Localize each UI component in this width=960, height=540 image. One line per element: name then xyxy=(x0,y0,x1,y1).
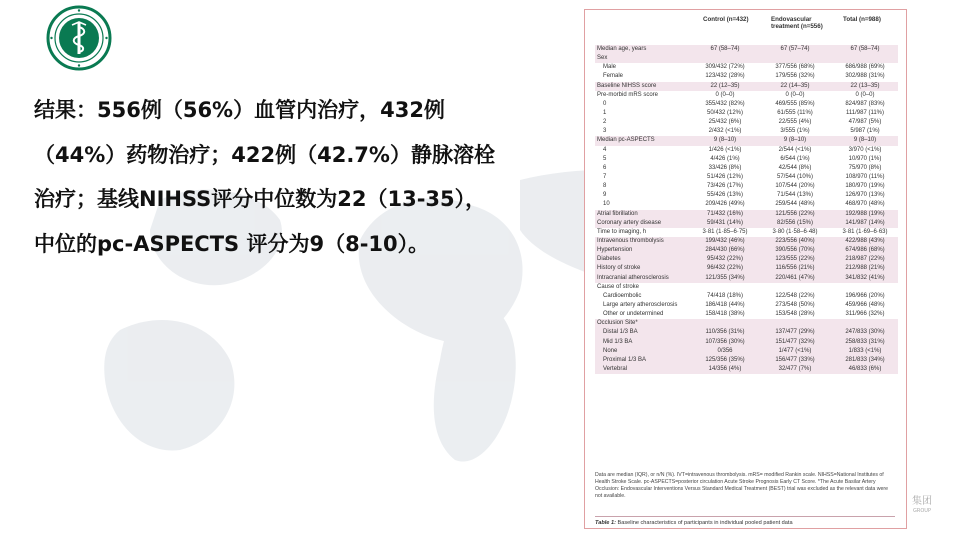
baseline-table xyxy=(584,9,907,529)
cell-control: 3·81 (1·85–6·75) xyxy=(702,228,748,235)
cell-control: 96/432 (22%) xyxy=(706,265,744,272)
row-label: 10 xyxy=(603,201,610,208)
header-control: Control (n=432) xyxy=(703,16,749,23)
cell-total: 674/986 (68%) xyxy=(845,247,885,254)
table-row xyxy=(595,127,898,136)
header-endovascular-line1: Endovascular xyxy=(771,16,812,23)
caption-text: Baseline characteristics of participants in individual pooled patient data xyxy=(617,520,793,526)
cell-control: 355/432 (82%) xyxy=(705,100,745,107)
cell-control: 107/356 (30%) xyxy=(705,338,745,345)
row-label: Female xyxy=(603,73,624,80)
cell-endovascular: 3·80 (1·58–6·48) xyxy=(772,228,818,235)
table-row xyxy=(595,310,898,319)
cell-control: 25/432 (6%) xyxy=(708,119,742,126)
cell-endovascular: 82/556 (15%) xyxy=(776,219,814,226)
row-label: Large artery atherosclerosis xyxy=(603,301,678,308)
cell-endovascular: 3/555 (1%) xyxy=(780,128,810,135)
cell-control: 9 (8–10) xyxy=(713,137,737,144)
table-row xyxy=(595,283,898,292)
cell-endovascular: 1/477 (<1%) xyxy=(778,347,812,354)
row-label: Coronary artery disease xyxy=(597,219,662,226)
table-row xyxy=(595,319,898,328)
table-row xyxy=(595,338,898,347)
table-row xyxy=(595,63,898,72)
cell-endovascular: 273/548 (50%) xyxy=(775,301,815,308)
cell-endovascular: 32/477 (7%) xyxy=(778,365,812,372)
table-row xyxy=(595,91,898,100)
cell-endovascular: 179/556 (32%) xyxy=(775,73,815,80)
header-total: Total (n=988) xyxy=(843,16,881,23)
table-row xyxy=(595,219,898,228)
cell-total: 67 (58–74) xyxy=(850,46,880,52)
row-label: 9 xyxy=(603,192,607,199)
caption-label: Table 1: xyxy=(595,520,616,526)
cell-total: 180/970 (19%) xyxy=(845,183,885,190)
cell-endovascular: 377/556 (68%) xyxy=(775,64,815,71)
cell-total: 22 (13–35) xyxy=(850,82,880,89)
cell-control: 2/432 (<1%) xyxy=(708,128,742,135)
cell-control: 73/426 (17%) xyxy=(706,183,744,190)
cell-total: 422/988 (43%) xyxy=(845,237,885,244)
cell-endovascular: 223/556 (40%) xyxy=(775,237,815,244)
cell-total: 108/970 (11%) xyxy=(845,173,885,180)
cell-control: 51/426 (12%) xyxy=(706,173,744,180)
cell-control: 309/432 (72%) xyxy=(705,64,745,71)
group-watermark-en: GROUP xyxy=(913,508,931,514)
row-label: None xyxy=(603,347,618,354)
cell-endovascular: 122/548 (22%) xyxy=(775,292,815,299)
cell-total: 126/970 (13%) xyxy=(845,192,885,199)
table-row xyxy=(595,292,898,301)
row-label: Other or undetermined xyxy=(603,311,664,318)
summary-text xyxy=(34,92,554,262)
cell-total: 258/833 (31%) xyxy=(845,338,885,345)
table-row xyxy=(595,255,898,264)
table-row xyxy=(595,118,898,127)
cell-endovascular: 220/461 (47%) xyxy=(775,274,815,281)
cell-endovascular: 123/555 (22%) xyxy=(775,256,815,263)
cell-endovascular: 469/555 (85%) xyxy=(775,100,815,107)
header-endovascular xyxy=(771,16,823,30)
cell-control: 95/432 (22%) xyxy=(706,256,744,263)
row-label: Median age, years xyxy=(597,46,647,52)
cell-control: 33/426 (8%) xyxy=(708,164,742,171)
cell-control: 110/356 (31%) xyxy=(705,329,745,336)
table-row xyxy=(595,45,898,54)
cell-total: 459/966 (48%) xyxy=(845,301,885,308)
cell-total: 0 (0–0) xyxy=(855,91,875,98)
row-label: Diabetes xyxy=(597,256,621,263)
table-row xyxy=(595,155,898,164)
cell-endovascular: 71/544 (13%) xyxy=(776,192,814,199)
table-row xyxy=(595,365,898,374)
table-row xyxy=(595,182,898,191)
cell-endovascular: 107/544 (20%) xyxy=(775,183,815,190)
header-endovascular-line2: treatment (n=556) xyxy=(771,23,823,30)
row-label: Male xyxy=(603,64,617,71)
cell-total: 47/987 (5%) xyxy=(848,119,882,126)
cell-control: 209/426 (49%) xyxy=(705,201,745,208)
cell-total: 192/988 (19%) xyxy=(845,210,885,217)
cell-total: 281/833 (34%) xyxy=(845,356,885,363)
table-body xyxy=(595,45,898,374)
cell-total: 3·81 (1·69–6·63) xyxy=(842,228,888,235)
row-label: Atrial fibrillation xyxy=(597,210,638,217)
cell-endovascular: 6/544 (1%) xyxy=(780,155,810,162)
cell-endovascular: 390/556 (70%) xyxy=(775,247,815,254)
table-caption xyxy=(595,516,895,526)
row-label: Pre-morbid mRS score xyxy=(597,91,659,98)
cell-endovascular: 42/544 (8%) xyxy=(778,164,812,171)
group-watermark-cn: 集团 xyxy=(912,496,932,507)
cell-control: 1/426 (<1%) xyxy=(708,146,742,153)
table-row xyxy=(595,146,898,155)
cell-endovascular: 151/477 (32%) xyxy=(775,338,815,345)
row-label: Intracranial atherosclerosis xyxy=(597,274,669,281)
row-label: Baseline NIHSS score xyxy=(597,82,657,89)
cell-total: 247/833 (30%) xyxy=(845,329,885,336)
cell-control: 4/426 (1%) xyxy=(710,155,740,162)
row-label: 0 xyxy=(603,100,607,107)
cell-endovascular: 61/555 (11%) xyxy=(777,109,813,116)
table-row xyxy=(595,191,898,200)
cell-endovascular: 57/544 (10%) xyxy=(776,173,814,180)
cell-total: 686/988 (69%) xyxy=(845,64,885,71)
cell-total: 468/970 (48%) xyxy=(845,201,885,208)
cell-endovascular: 0 (0–0) xyxy=(785,91,805,98)
row-label: 6 xyxy=(603,164,607,171)
table-row xyxy=(595,100,898,109)
cell-control: 59/431 (14%) xyxy=(706,219,744,226)
row-label: Vertebral xyxy=(603,365,628,372)
table-row xyxy=(595,356,898,365)
table-row xyxy=(595,54,898,63)
cell-control: 14/356 (4%) xyxy=(708,365,742,372)
table-row xyxy=(595,173,898,182)
row-label: Intravenous thrombolysis xyxy=(597,237,664,244)
row-label: Time to imaging, h xyxy=(597,228,647,235)
row-label: 4 xyxy=(603,146,607,153)
cell-endovascular: 156/477 (33%) xyxy=(775,356,815,363)
cell-endovascular: 22 (14–35) xyxy=(780,82,810,89)
cell-control: 123/432 (28%) xyxy=(705,73,745,80)
table-row xyxy=(595,136,898,145)
cell-control: 284/430 (66%) xyxy=(705,247,745,254)
hospital-logo-icon xyxy=(46,5,112,71)
summary-line-1: 结果：556例（56%）血管内治疗，432例 xyxy=(34,98,445,122)
table-row xyxy=(595,264,898,273)
cell-endovascular: 116/556 (21%) xyxy=(775,265,815,272)
table-row xyxy=(595,228,898,237)
cell-endovascular: 153/548 (28%) xyxy=(775,311,815,318)
row-label: Occlusion Site* xyxy=(597,320,638,327)
group-watermark xyxy=(904,496,940,518)
cell-endovascular: 22/555 (4%) xyxy=(778,119,812,126)
cell-total: 824/987 (83%) xyxy=(845,100,885,107)
cell-control: 0/356 xyxy=(717,347,733,354)
cell-total: 141/987 (14%) xyxy=(845,219,885,226)
row-label: Distal 1/3 BA xyxy=(603,329,638,336)
cell-total: 302/988 (31%) xyxy=(845,73,885,80)
table-row xyxy=(595,109,898,118)
cell-total: 218/987 (22%) xyxy=(845,256,885,263)
cell-total: 1/833 (<1%) xyxy=(848,347,882,354)
cell-total: 46/833 (6%) xyxy=(848,365,882,372)
cell-total: 341/832 (41%) xyxy=(845,274,885,281)
cell-total: 212/988 (21%) xyxy=(845,265,885,272)
row-label: Mid 1/3 BA xyxy=(603,338,633,345)
cell-endovascular: 67 (57–74) xyxy=(780,46,810,52)
cell-total: 3/970 (<1%) xyxy=(848,146,882,153)
table-row xyxy=(595,82,898,91)
row-label: Median pc-ASPECTS xyxy=(597,137,655,144)
row-label: 7 xyxy=(603,173,607,180)
cell-total: 10/970 (1%) xyxy=(848,155,882,162)
cell-endovascular: 259/544 (48%) xyxy=(775,201,815,208)
cell-control: 22 (12–35) xyxy=(710,82,740,89)
row-label: Hypertension xyxy=(597,247,633,254)
cell-total: 75/970 (8%) xyxy=(848,164,882,171)
row-label: 2 xyxy=(603,119,607,126)
row-label: Sex xyxy=(597,55,608,62)
cell-control: 0 (0–0) xyxy=(715,91,735,98)
table-row xyxy=(595,328,898,337)
row-label: 8 xyxy=(603,183,607,190)
table-row xyxy=(595,237,898,246)
table-footnote: Data are median (IQR), or n/N (%). IVT=intravenous thrombolysis. mRS= modified Rankin scale. NIHSS=National Institutes of Health Stroke Scale. pc-ASPECTS=posterior circulation Acute Stroke Prognosis Early CT Score. *The Acute Basilar Artery Occlusion: Endovascular Interventions Versus Standard Medical Treatment (BEST) trial was excluded as the relevant data were not available. xyxy=(595,472,888,499)
summary-line-4: 中位的pc-ASPECTS 评分为9（8-10）。 xyxy=(34,231,430,256)
cell-control: 158/418 (38%) xyxy=(705,311,745,318)
cell-control: 186/418 (44%) xyxy=(705,301,745,308)
row-label: 5 xyxy=(603,155,607,162)
cell-control: 74/418 (18%) xyxy=(706,292,744,299)
summary-line-2: （44%）药物治疗；422例（42.7%）静脉溶栓 xyxy=(34,142,495,167)
cell-control: 199/432 (46%) xyxy=(705,237,745,244)
table-row xyxy=(595,210,898,219)
row-label: History of stroke xyxy=(597,265,641,272)
cell-total: 311/966 (32%) xyxy=(845,311,885,318)
row-label: 1 xyxy=(603,109,607,116)
row-label: Cause of stroke xyxy=(597,283,640,290)
cell-total: 5/987 (1%) xyxy=(850,128,880,135)
table-row xyxy=(595,347,898,356)
cell-total: 196/966 (20%) xyxy=(845,292,885,299)
table-row xyxy=(595,200,898,209)
cell-endovascular: 121/556 (22%) xyxy=(775,210,815,217)
table-row xyxy=(595,246,898,255)
table-row xyxy=(595,164,898,173)
cell-endovascular: 2/544 (<1%) xyxy=(778,146,812,153)
cell-endovascular: 137/477 (29%) xyxy=(775,329,815,336)
table-header xyxy=(595,16,898,44)
cell-total: 9 (8–10) xyxy=(853,137,877,144)
row-label: 3 xyxy=(603,128,607,135)
table-row xyxy=(595,72,898,81)
cell-total: 111/987 (11%) xyxy=(845,109,885,116)
cell-control: 67 (58–74) xyxy=(710,46,740,52)
row-label: Cardioembolic xyxy=(603,292,642,299)
table-row xyxy=(595,301,898,310)
cell-control: 55/426 (13%) xyxy=(706,192,744,199)
table-row xyxy=(595,274,898,283)
cell-control: 50/432 (12%) xyxy=(706,109,744,116)
row-label: Proximal 1/3 BA xyxy=(603,356,647,363)
cell-control: 121/355 (34%) xyxy=(705,274,745,281)
cell-control: 71/432 (16%) xyxy=(706,210,744,217)
summary-line-3: 治疗；基线NIHSS评分中位数为22（13-35）， xyxy=(34,187,487,211)
cell-endovascular: 9 (8–10) xyxy=(783,137,807,144)
cell-control: 125/356 (35%) xyxy=(705,356,745,363)
